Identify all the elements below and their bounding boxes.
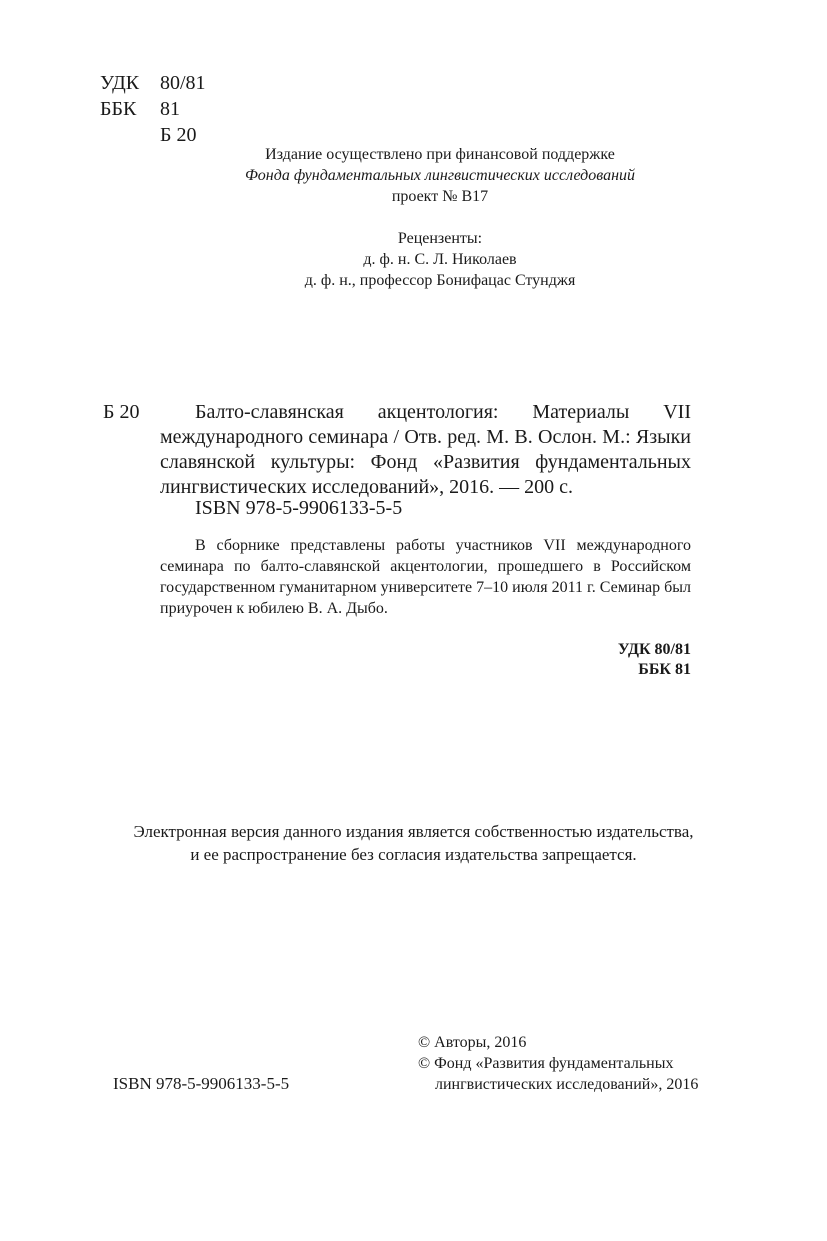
bottom-bbk: ББК 81 <box>638 661 691 678</box>
bibliographic-description: Балто-славянская акцентология: Материалы VII международного семинара / Отв. ред. М. В. Ослон. М.: Языки славянской культуры: Фонд «Развития фундаментальных лингвистических исследований», 2016. — 200 с. <box>160 401 691 498</box>
reviewer-1: д. ф. н. С. Л. Николаев <box>363 251 517 268</box>
bibliographic-isbn: ISBN 978-5-9906133-5-5 <box>195 497 403 519</box>
bbk-label: ББК <box>100 98 137 120</box>
copyright-authors: © Авторы, 2016 <box>418 1034 527 1051</box>
copyright-foundation-cont: лингвистических исследований», 2016 <box>435 1076 699 1093</box>
udk-value: 80/81 <box>160 72 206 94</box>
reviewers-block <box>160 228 720 291</box>
udk-row <box>100 70 206 96</box>
bbk-row <box>100 96 206 122</box>
abstract-paragraph: В сборнике представлены работы участников VII международного семинара по балто-славянской акцентологии, прошедшего в Российском государственном гуманитарном университете 7–10 июля 2011 г. Семинар был приурочен к юбилею В. А. Дыбо. <box>160 537 691 617</box>
classification-codes <box>100 70 206 148</box>
bottom-classification <box>440 640 691 680</box>
copyright-block <box>418 1032 698 1095</box>
bbk-value: 81 <box>160 98 180 120</box>
funding-note <box>160 144 720 207</box>
notice-line-2: и ее распространение без согласия издательства запрещается. <box>190 845 637 864</box>
author-sign: Б 20 <box>160 124 197 146</box>
bibliographic-code: Б 20 <box>103 401 140 423</box>
copyright-notice <box>60 820 767 866</box>
reviewers-title: Рецензенты: <box>397 230 483 247</box>
funding-foundation: Фонда фундаментальных лингвистических исследований <box>244 167 636 184</box>
funding-project: проект № В17 <box>391 188 489 205</box>
footer-isbn: ISBN 978-5-9906133-5-5 <box>113 1074 290 1093</box>
funding-line-1: Издание осуществлено при финансовой поддержке <box>265 146 615 163</box>
reviewer-2: д. ф. н., профессор Бонифацас Стунджя <box>304 272 576 289</box>
notice-line-1: Электронная версия данного издания является собственностью издательства, <box>133 822 694 841</box>
udk-label: УДК <box>100 72 140 94</box>
bottom-udk: УДК 80/81 <box>617 641 691 658</box>
copyright-foundation: © Фонд «Развития фундаментальных <box>418 1055 674 1072</box>
